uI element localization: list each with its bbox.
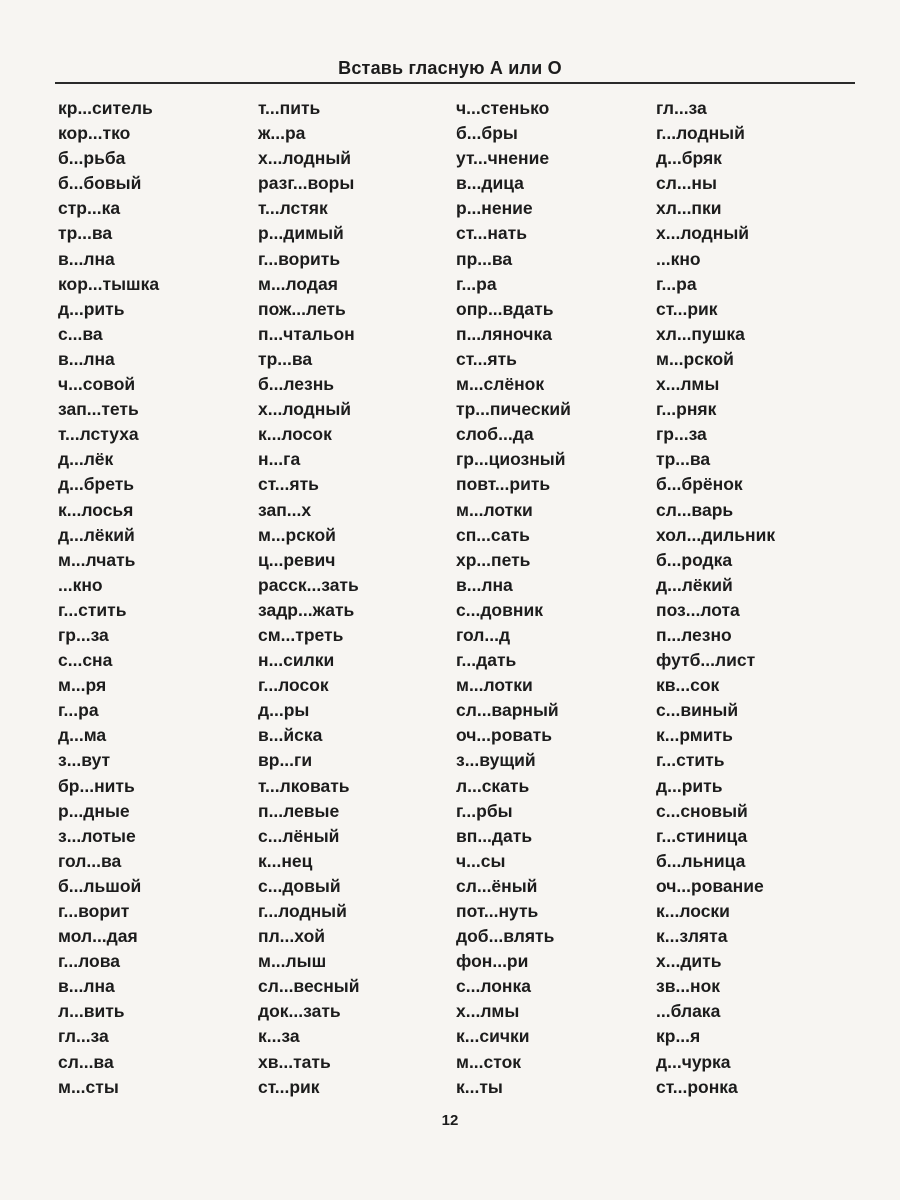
word-item: с...виный xyxy=(656,700,739,721)
word-item: тр...ва xyxy=(258,348,313,369)
word-item: гр...за xyxy=(58,624,109,645)
word-item: ст...нать xyxy=(456,223,527,244)
word-item: ст...рик xyxy=(258,1076,320,1097)
word-item: ст...ронка xyxy=(656,1076,738,1097)
word-item: п...ляночка xyxy=(456,323,552,344)
word-item: в...лна xyxy=(58,348,115,369)
word-item: сл...ны xyxy=(656,173,717,194)
word-item: к...рмить xyxy=(656,725,733,746)
word-item: ч...сы xyxy=(456,850,506,871)
word-item: м...сток xyxy=(456,1051,522,1072)
word-item: хр...петь xyxy=(456,549,531,570)
word-item: ст...ять xyxy=(456,348,517,369)
word-item: д...лёкий xyxy=(656,574,733,595)
word-item: б...рьба xyxy=(58,148,126,169)
word-item: б...льница xyxy=(656,850,746,871)
word-item: тр...ва xyxy=(58,223,113,244)
word-item: кор...тышка xyxy=(58,273,160,294)
word-item: ут...чнение xyxy=(456,148,550,169)
word-item: пл...хой xyxy=(258,926,326,947)
word-item: г...ворить xyxy=(258,248,341,269)
word-item: г...ра xyxy=(656,273,697,294)
word-item: г...лосок xyxy=(258,675,329,696)
word-item: сл...весный xyxy=(258,976,360,997)
word-item: з...вущий xyxy=(456,750,536,771)
word-item: п...чтальон xyxy=(258,323,355,344)
word-item: м...лодая xyxy=(258,273,338,294)
word-item: г...стиница xyxy=(656,825,748,846)
word-item: мол...дая xyxy=(58,926,138,947)
word-item: зв...нок xyxy=(656,976,721,997)
word-item: д...ма xyxy=(58,725,107,746)
word-item: т...лстяк xyxy=(258,198,328,219)
word-item: ч...стенько xyxy=(456,98,550,118)
word-item: см...треть xyxy=(258,624,344,645)
word-item: б...льшой xyxy=(58,875,142,896)
word-item: повт...рить xyxy=(456,474,551,495)
word-item: поз...лота xyxy=(656,599,740,620)
word-item: г...дать xyxy=(456,650,517,671)
word-item: м...слёнок xyxy=(456,374,545,395)
word-item: в...лна xyxy=(58,248,115,269)
word-item: б...лезнь xyxy=(258,374,335,395)
word-item: с...лёный xyxy=(258,825,340,846)
word-item: ...кно xyxy=(58,574,103,595)
word-column-2 xyxy=(258,96,359,1100)
word-item: разг...воры xyxy=(258,173,355,194)
word-item: з...лотые xyxy=(58,825,136,846)
word-item: р...дные xyxy=(58,800,130,821)
word-item: бр...нить xyxy=(58,775,135,796)
word-item: г...лодный xyxy=(656,123,745,144)
word-item: д...ры xyxy=(258,700,310,721)
word-item: н...га xyxy=(258,449,301,470)
word-item: доб...влять xyxy=(456,926,555,947)
word-item: пр...ва xyxy=(456,248,513,269)
word-item: р...димый xyxy=(258,223,344,244)
word-item: м...лыш xyxy=(258,951,327,972)
word-item: н...силки xyxy=(258,650,335,671)
word-item: расск...зать xyxy=(258,574,359,595)
word-item: б...брёнок xyxy=(656,474,743,495)
word-item: д...бреть xyxy=(58,474,135,495)
page-number: 12 xyxy=(441,1112,459,1129)
word-item: слоб...да xyxy=(456,424,534,445)
word-item: з...вут xyxy=(58,750,111,771)
word-item: х...лодный xyxy=(258,399,352,420)
word-item: стр...ка xyxy=(58,198,121,219)
word-item: хол...дильник xyxy=(656,524,776,545)
page-title: Вставь гласную А или О xyxy=(338,58,562,78)
word-item: г...лодный xyxy=(258,901,347,921)
word-item: т...лковать xyxy=(258,775,350,796)
word-item: ст...рик xyxy=(656,298,718,319)
word-item: г...рняк xyxy=(656,399,717,420)
word-item: футб...лист xyxy=(656,650,756,671)
word-item: зап...х xyxy=(258,499,312,520)
word-item: опр...вдать xyxy=(456,298,554,319)
word-item: п...левые xyxy=(258,800,340,821)
word-item: г...ра xyxy=(456,273,497,294)
word-item: к...за xyxy=(258,1026,300,1047)
word-item: г...ворит xyxy=(58,901,130,921)
word-item: к...сички xyxy=(456,1026,530,1047)
word-item: с...довый xyxy=(258,875,341,896)
word-item: гр...циозный xyxy=(456,449,566,470)
word-item: д...лёк xyxy=(58,449,114,470)
word-item: х...лмы xyxy=(656,374,720,395)
word-item: т...пить xyxy=(258,98,321,118)
word-item: х...лодный xyxy=(656,223,750,244)
word-item: пож...леть xyxy=(258,298,346,319)
word-item: х...лмы xyxy=(456,1001,520,1022)
word-item: кор...тко xyxy=(58,123,131,144)
word-item: с...лонка xyxy=(456,976,531,997)
word-item: оч...ровать xyxy=(456,725,552,746)
word-item: тр...ва xyxy=(656,449,711,470)
word-item: вр...ги xyxy=(258,750,313,771)
word-item: фон...ри xyxy=(456,951,529,972)
word-item: в...дица xyxy=(456,173,524,194)
word-item: м...ря xyxy=(58,675,107,696)
word-item: п...лезно xyxy=(656,624,732,645)
word-item: в...лна xyxy=(58,976,115,997)
word-item: вп...дать xyxy=(456,825,533,846)
word-item: сл...варный xyxy=(456,700,559,721)
word-item: д...лёкий xyxy=(58,524,135,545)
word-item: б...родка xyxy=(656,549,733,570)
word-item: к...ты xyxy=(456,1076,503,1097)
word-item: тр...пический xyxy=(456,399,571,420)
word-item: гл...за xyxy=(58,1026,109,1047)
word-item: ч...совой xyxy=(58,374,136,395)
word-item: кр...я xyxy=(656,1026,701,1047)
word-item: кр...ситель xyxy=(58,98,153,118)
word-item: к...нец xyxy=(258,850,313,871)
word-item: к...лоски xyxy=(656,901,730,921)
word-item: м...сты xyxy=(58,1076,119,1097)
word-item: м...лчать xyxy=(58,549,136,570)
word-item: х...лодный xyxy=(258,148,352,169)
word-item: м...рской xyxy=(258,524,336,545)
word-item: г...стить xyxy=(58,599,127,620)
word-item: т...лстуха xyxy=(58,424,139,445)
word-item: гол...ва xyxy=(58,850,122,871)
word-item: гл...за xyxy=(656,98,707,118)
word-item: р...нение xyxy=(456,198,533,219)
word-item: кв...сок xyxy=(656,675,720,696)
word-item: пот...нуть xyxy=(456,901,539,921)
word-item: к...лосья xyxy=(58,499,134,520)
word-item: д...чурка xyxy=(656,1051,731,1072)
word-item: д...бряк xyxy=(656,148,722,169)
word-item: ц...ревич xyxy=(258,549,336,570)
word-item: гол...д xyxy=(456,624,511,645)
word-item: гр...за xyxy=(656,424,707,445)
title-rule xyxy=(55,82,855,84)
word-item: д...рить xyxy=(656,775,723,796)
word-item: хл...пушка xyxy=(656,323,745,344)
word-item: к...лосок xyxy=(258,424,332,445)
word-item: б...бры xyxy=(456,123,518,144)
word-item: м...лотки xyxy=(456,499,533,520)
word-item: г...лова xyxy=(58,951,120,972)
word-column-3 xyxy=(456,96,571,1100)
word-item: с...довник xyxy=(456,599,543,620)
word-item: л...вить xyxy=(58,1001,125,1022)
word-column-4 xyxy=(656,96,775,1100)
word-item: б...бовый xyxy=(58,173,142,194)
word-item: с...сна xyxy=(58,650,113,671)
word-item: ж...ра xyxy=(258,123,306,144)
word-item: г...стить xyxy=(656,750,725,771)
word-item: в...йска xyxy=(258,725,323,746)
word-item: хв...тать xyxy=(258,1051,331,1072)
word-item: д...рить xyxy=(58,298,125,319)
word-item: г...ра xyxy=(58,700,99,721)
word-item: сл...варь xyxy=(656,499,734,520)
word-item: с...сновый xyxy=(656,800,748,821)
word-item: хл...пки xyxy=(656,198,722,219)
word-item: ст...ять xyxy=(258,474,319,495)
word-item: м...лотки xyxy=(456,675,533,696)
word-columns xyxy=(0,96,900,1096)
word-item: м...рской xyxy=(656,348,734,369)
word-item: сл...ёный xyxy=(456,875,538,896)
word-item: сп...сать xyxy=(456,524,530,545)
word-item: в...лна xyxy=(456,574,513,595)
word-item: х...дить xyxy=(656,951,722,972)
word-item: док...зать xyxy=(258,1001,341,1022)
word-item: ...блака xyxy=(656,1001,721,1022)
word-item: задр...жать xyxy=(258,599,355,620)
word-item: оч...рование xyxy=(656,875,764,896)
word-item: л...скать xyxy=(456,775,530,796)
word-item: ...кно xyxy=(656,248,701,269)
word-item: г...рбы xyxy=(456,800,513,821)
word-item: зап...теть xyxy=(58,399,139,420)
word-item: с...ва xyxy=(58,323,103,344)
word-item: сл...ва xyxy=(58,1051,114,1072)
word-item: к...злята xyxy=(656,926,728,947)
word-column-1 xyxy=(58,96,159,1100)
